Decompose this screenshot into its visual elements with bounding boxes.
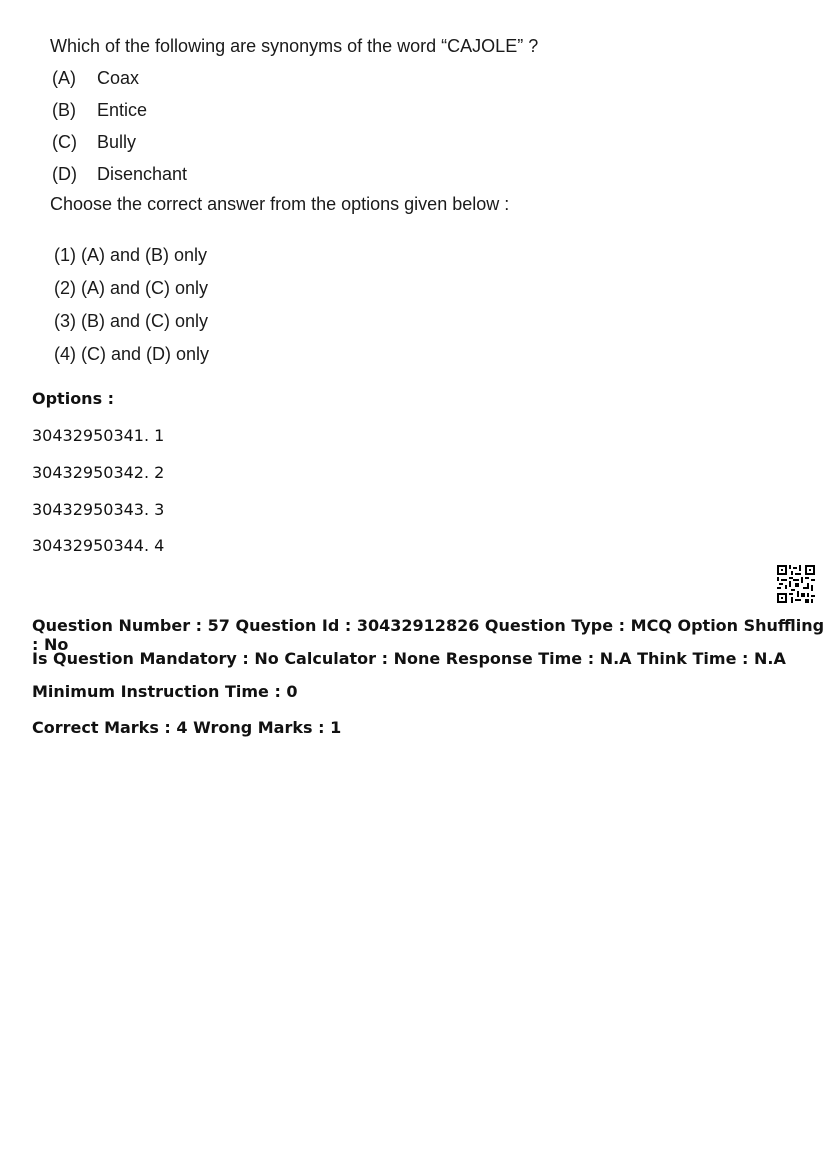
answer-choice-4: (4) (C) and (D) only [54, 344, 210, 364]
answer-choice-3: (3) (B) and (C) only [54, 311, 209, 331]
question-item-d [52, 164, 187, 185]
question-meta-line3: Minimum Instruction Time : 0 [32, 682, 298, 701]
question-item-b [52, 100, 147, 121]
item-text: Bully [97, 132, 137, 152]
answer-choice-2: (2) (A) and (C) only [54, 278, 209, 298]
question-stem: Which of the following are synonyms of the word “CAJOLE” ? [50, 36, 539, 56]
option-id-3: 30432950343. 3 [32, 500, 165, 519]
option-id-4: 30432950344. 4 [32, 536, 165, 555]
item-label: (C) [52, 132, 77, 152]
question-instruction: Choose the correct answer from the options given below : [50, 194, 510, 214]
question-meta-line4: Correct Marks : 4 Wrong Marks : 1 [32, 718, 342, 737]
item-label: (A) [52, 68, 76, 88]
item-text: Entice [97, 100, 148, 120]
question-meta-line2: Is Question Mandatory : No Calculator : None Response Time : N.A Think Time : N.A [32, 649, 786, 668]
item-label: (D) [52, 164, 77, 184]
qr-code-icon [777, 565, 815, 603]
option-id-1: 30432950341. 1 [32, 426, 165, 445]
question-item-c [52, 132, 136, 153]
item-label: (B) [52, 100, 76, 120]
option-id-2: 30432950342. 2 [32, 463, 165, 482]
question-meta-line1: Question Number : 57 Question Id : 30432912826 Question Type : MCQ Option Shuffling : No [32, 616, 825, 654]
answer-choice-1: (1) (A) and (B) only [54, 245, 208, 265]
item-text: Coax [97, 68, 140, 88]
item-text: Disenchant [97, 164, 188, 184]
options-heading: Options : [32, 389, 115, 408]
question-item-a [52, 68, 139, 89]
